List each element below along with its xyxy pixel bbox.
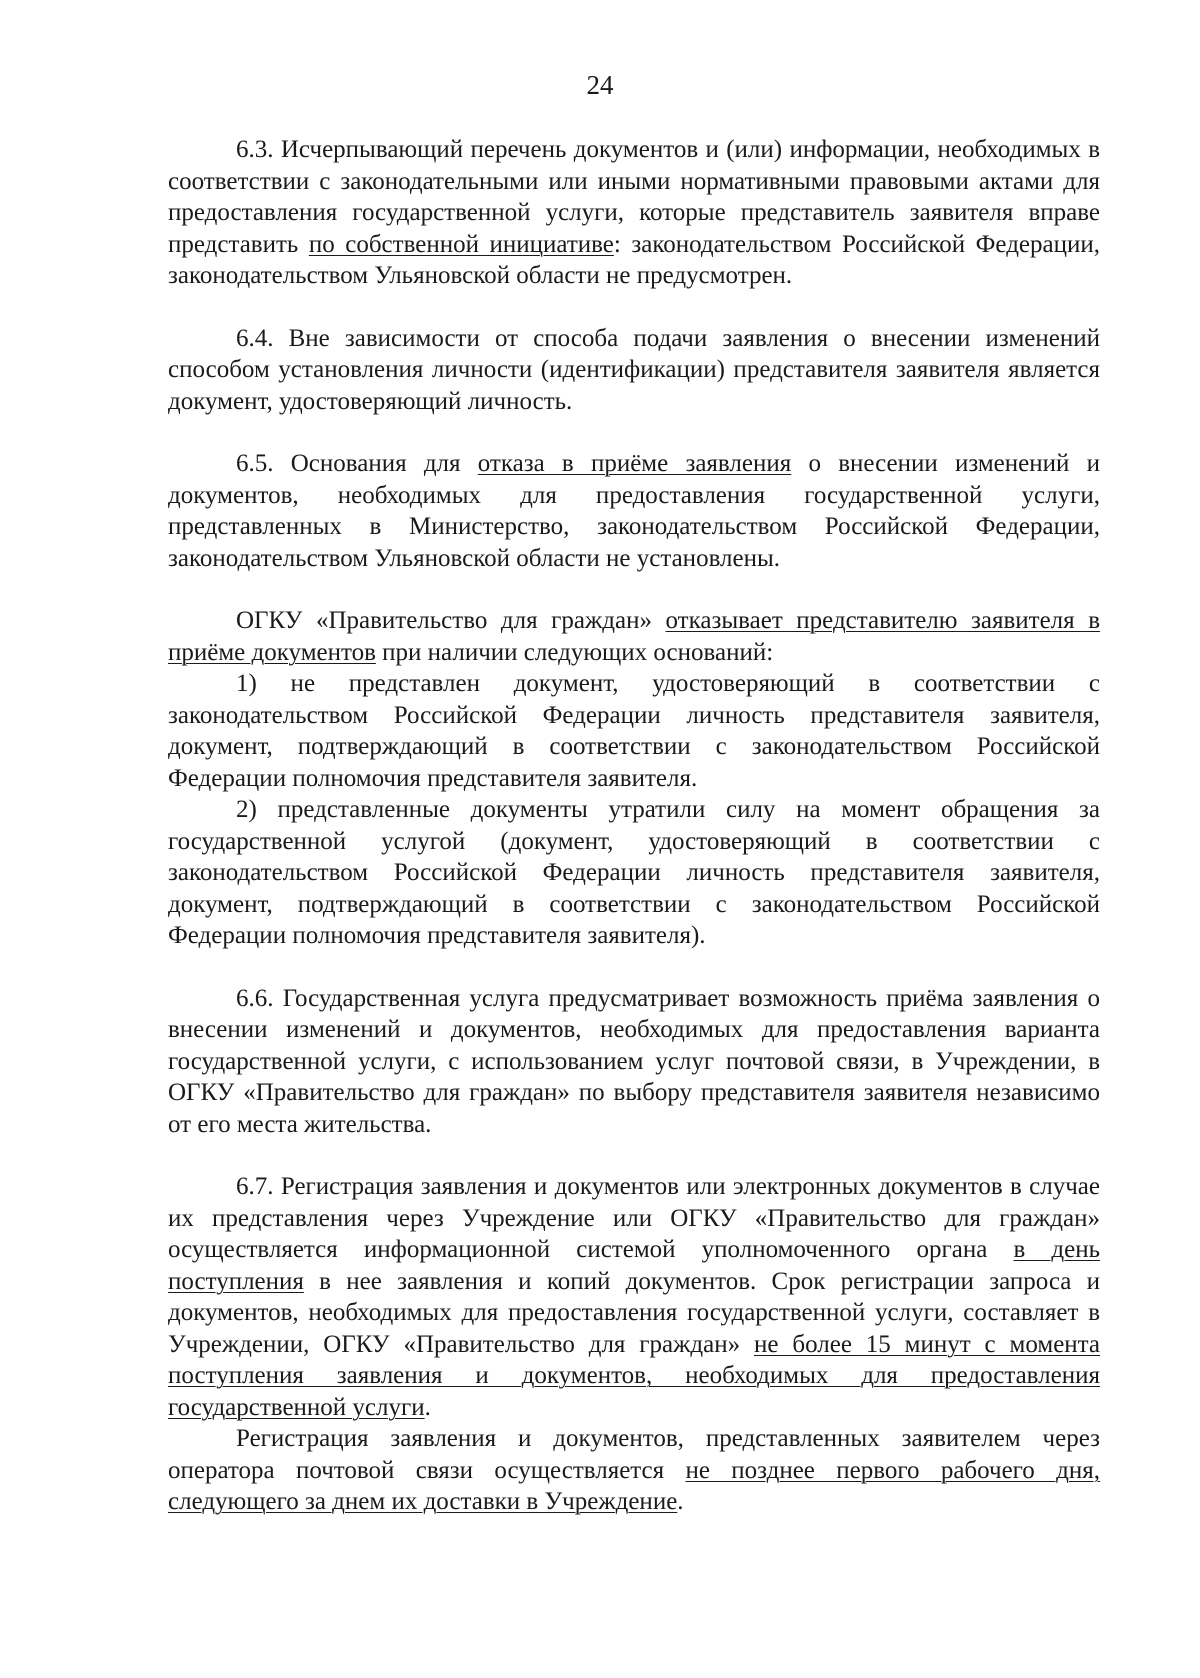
paragraph-6-6: 6.6. Государственная услуга предусматривает возможность приёма заявления о внесении изменений и документов, необходимых для предоставления варианта государственной услуги, с использованием услуг почтовой связи, в Учреждении, в ОГКУ «Правительство для граждан» по выбору представителя заявителя независимо от его места жительства. bbox=[168, 984, 1100, 1138]
text-run: . bbox=[677, 1488, 684, 1515]
document-body bbox=[168, 134, 1100, 1518]
page-number: 24 bbox=[586, 70, 614, 100]
paragraph-6-4: 6.4. Вне зависимости от способа подачи заявления о внесении изменений способом установления личности (идентификации) представителя заявителя является документ, удостоверяющий личность. bbox=[168, 324, 1100, 415]
paragraph-postal-registration bbox=[168, 1423, 1100, 1518]
underlined-text: не позднее первого рабочего дня, следующего за днем их доставки в Учреждение bbox=[168, 1456, 1100, 1515]
paragraph-6-7 bbox=[168, 1171, 1100, 1423]
underlined-text: отказа в приёме заявления bbox=[477, 450, 792, 477]
text-run: 6.3. Исчерпывающий перечень документов и (или) информации, необходимых в соответствии с законодательными или иными нормативными правовыми актами для предоставления государственной услуги, которые представитель заявителя вправе представить bbox=[168, 136, 1100, 258]
underlined-text: по собственной инициативе bbox=[308, 230, 614, 258]
text-run: 6.7. Регистрация заявления и документов или электронных документов в случае их представления через Учреждение или ОГКУ «Правительство для граждан» осуществляется информационной системой уполномоченного органа bbox=[168, 1173, 1100, 1263]
text-run: о внесении изменений и документов, необходимых для предоставления государственной услуги, представленных в Министерство, законодательством Российской Федерации, законодательством Ульяновской области не установлены. bbox=[168, 450, 1101, 572]
text-run: . bbox=[424, 1393, 431, 1421]
list-item-1: 1) не представлен документ, удостоверяющий в соответствии с законодательством Российской Федерации личность представителя заявителя, документ, подтверждающий в соответствии с законодательством Российской Федерации полномочия представителя заявителя. bbox=[168, 670, 1100, 792]
text-run: в нее заявления и копий документов. Срок регистрации запроса и документов, необходимых для предоставления государственной услуги, составляет в Учреждении, ОГКУ «Правительство для граждан» bbox=[168, 1267, 1100, 1358]
text-run: при наличии следующих оснований: bbox=[375, 638, 774, 666]
underlined-text: отказывает представителю заявителя в приёме документов bbox=[168, 607, 1101, 666]
underlined-text: не более 15 минут с момента поступления заявления и документов, необходимых для предоставления государственной услуги bbox=[168, 1330, 1100, 1421]
list-item-2: 2) представленные документы утратили силу на момент обращения за государственной услугой (документ, удостоверяющий в соответствии с законодательством Российской Федерации личность представителя заявителя, документ, подтверждающий в соответствии с законодательством Российской Федерации полномочия представителя заявителя). bbox=[168, 796, 1100, 949]
paragraph-6-3 bbox=[168, 134, 1100, 292]
paragraph-ogku-refusal bbox=[168, 605, 1100, 668]
text-run: Регистрация заявления и документов, представленных заявителем через оператора почтовой связи осуществляется bbox=[168, 1425, 1100, 1484]
text-run: ОГКУ «Правительство для граждан» bbox=[236, 607, 666, 634]
paragraph-6-5 bbox=[168, 448, 1100, 574]
text-run: : законодательством Российской Федерации, законодательством Ульяновской области не предусмотрен. bbox=[168, 230, 1100, 289]
underlined-text: в день поступления bbox=[168, 1236, 1100, 1295]
text-run: 6.5. Основания для bbox=[236, 450, 478, 477]
